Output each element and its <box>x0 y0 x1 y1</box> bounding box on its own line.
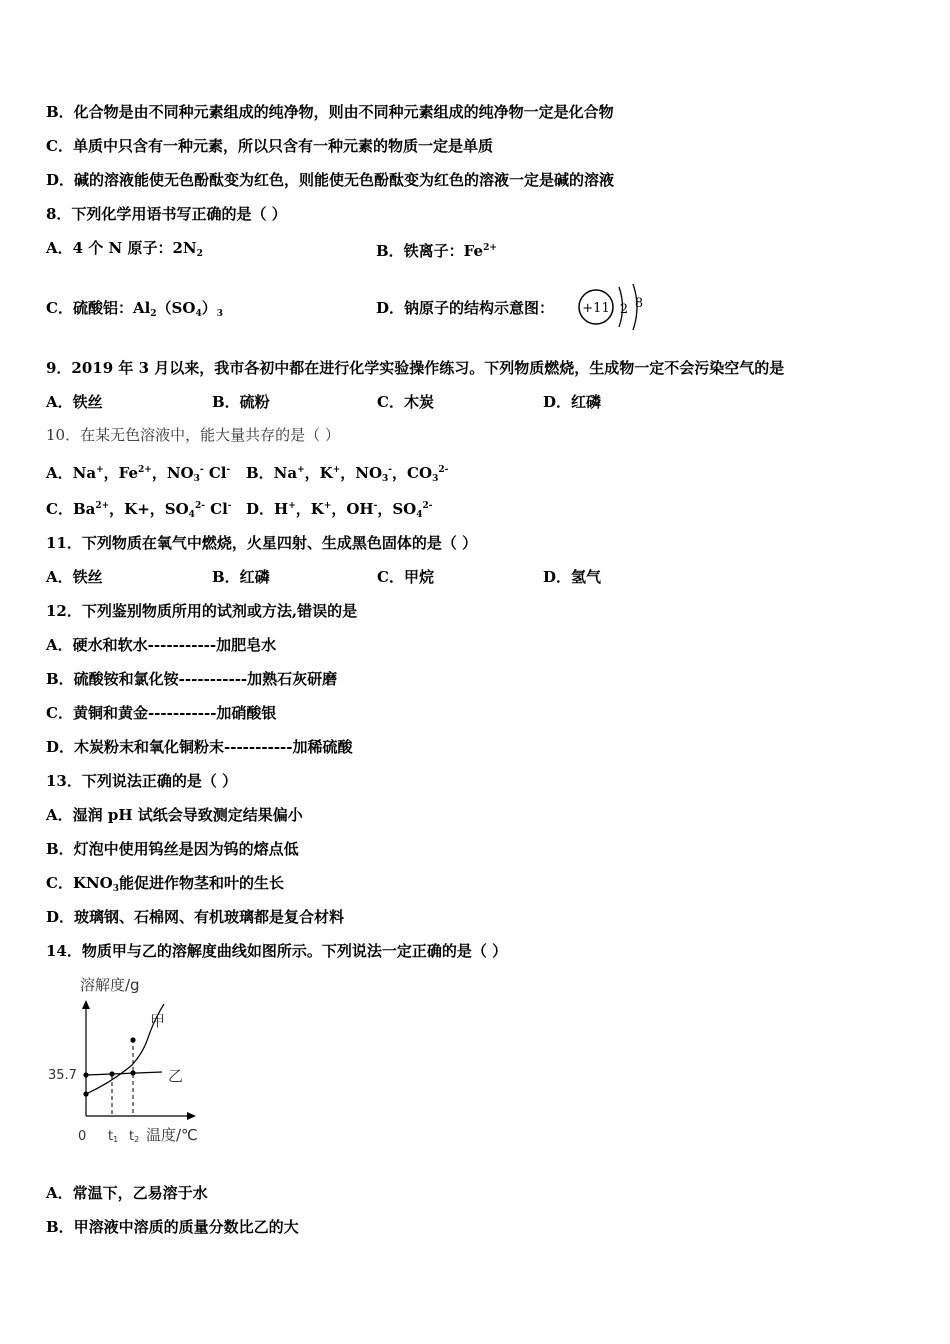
q12-stem: 12．下列鉴别物质所用的试剂或方法,错误的是 <box>46 602 358 620</box>
label-jia: 甲 <box>150 1012 166 1030</box>
q9-stem: 9．2019 年 3 月以来，我市各初中都在进行化学实验操作练习。下列物质燃烧，生成物一定不会污染空气的是 <box>46 359 785 377</box>
q13-option-d: D．玻璃钢、石棉网、有机玻璃都是复合材料 <box>46 908 345 926</box>
y-value-label: 35.7 <box>48 1068 77 1083</box>
point-jia-origin <box>83 1091 88 1096</box>
q8-option-a: A．4 个 N 原子：$2N_2$ <box>46 239 203 259</box>
q8-stem: 8．下列化学用语书写正确的是（ ） <box>46 205 287 223</box>
q14-option-a: A．常温下，乙易溶于水 <box>46 1184 208 1202</box>
point-intersection-t1 <box>109 1071 114 1076</box>
q7-option-b: B．化合物是由不同种元素组成的纯净物，则由不同种元素组成的纯净物一定是化合物 <box>46 103 614 121</box>
q12-option-a: A．硬水和软水-----------加肥皂水 <box>46 636 277 654</box>
curve-yi <box>86 1072 162 1075</box>
q13-option-b: B．灯泡中使用钨丝是因为钨的熔点低 <box>46 840 299 858</box>
y-axis-label: 溶解度/g <box>80 976 140 994</box>
q11-option-b: B．红磷 <box>212 568 270 586</box>
q13-stem: 13．下列说法正确的是（ ） <box>46 772 238 790</box>
q11-option-d: D．氢气 <box>543 568 602 586</box>
q11-option-a: A．铁丝 <box>46 568 103 586</box>
sodium-atom-diagram <box>574 283 654 333</box>
q12-option-b: B．硫酸铵和氯化铵-----------加熟石灰研磨 <box>46 670 338 688</box>
t2-label: t2 <box>129 1129 140 1144</box>
q9-option-d: D．红磷 <box>543 393 602 411</box>
q14-stem: 14．物质甲与乙的溶解度曲线如图所示。下列说法一定正确的是（ ） <box>46 942 508 960</box>
shell-1-count: 2 <box>619 302 629 317</box>
q8-option-c: C．硫酸铝：$Al_2(SO_4)_3$ <box>46 299 223 319</box>
q12-option-d: D．木炭粉末和氧化铜粉末-----------加稀硫酸 <box>46 738 353 756</box>
x-axis-arrow <box>187 1112 196 1120</box>
q10-option-b: B．Na+，K+，$NO_3^-$，$CO_3^{2-}$ <box>246 464 449 484</box>
t1-label: t1 <box>108 1129 119 1144</box>
point-yi-origin <box>83 1072 88 1077</box>
label-yi: 乙 <box>168 1067 184 1085</box>
solubility-curve-chart <box>40 968 240 1153</box>
q10-option-a: A．Na+，$Fe^{2+}$，$NO_3^-$ Cl- <box>46 464 231 484</box>
point-jia-t2 <box>130 1037 135 1042</box>
q11-stem: 11．下列物质在氧气中燃烧，火星四射、生成黑色固体的是（ ） <box>46 534 478 552</box>
q8-option-d: D．钠原子的结构示意图： <box>376 299 555 317</box>
q10-option-c: C．$Ba^{2+}$，K+，$SO_4^{2-}$ Cl- <box>46 500 232 520</box>
q8-option-b: B．铁离子：$Fe^{2+}$ <box>376 242 497 260</box>
origin-label: 0 <box>78 1129 87 1144</box>
q11-option-c: C．甲烷 <box>377 568 434 586</box>
q9-option-c: C．木炭 <box>377 393 434 411</box>
q9-option-a: A．铁丝 <box>46 393 103 411</box>
q10-option-d: D．H+，K+，OH-，$SO_4^{2-}$ <box>246 500 433 520</box>
q7-option-c: C．单质中只含有一种元素，所以只含有一种元素的物质一定是单质 <box>46 137 493 155</box>
q9-option-b: B．硫粉 <box>212 393 270 411</box>
point-yi-t2 <box>130 1070 135 1075</box>
x-axis-label: 温度/℃ <box>146 1126 198 1144</box>
q10-stem: 10．在某无色溶液中，能大量共存的是（ ） <box>46 426 340 444</box>
q7-option-d: D．碱的溶液能使无色酚酞变为红色，则能使无色酚酞变为红色的溶液一定是碱的溶液 <box>46 171 615 189</box>
q13-option-c: C．$KNO_3$能促进作物茎和叶的生长 <box>46 874 285 894</box>
q12-option-c: C．黄铜和黄金-----------加硝酸银 <box>46 704 277 722</box>
y-axis-arrow <box>82 1000 90 1009</box>
nucleus-charge: +11 <box>582 301 610 316</box>
shell-2-count: 8 <box>634 296 644 311</box>
q13-option-a: A．湿润 pH 试纸会导致测定结果偏小 <box>46 806 303 824</box>
q14-option-b: B．甲溶液中溶质的质量分数比乙的大 <box>46 1218 299 1236</box>
